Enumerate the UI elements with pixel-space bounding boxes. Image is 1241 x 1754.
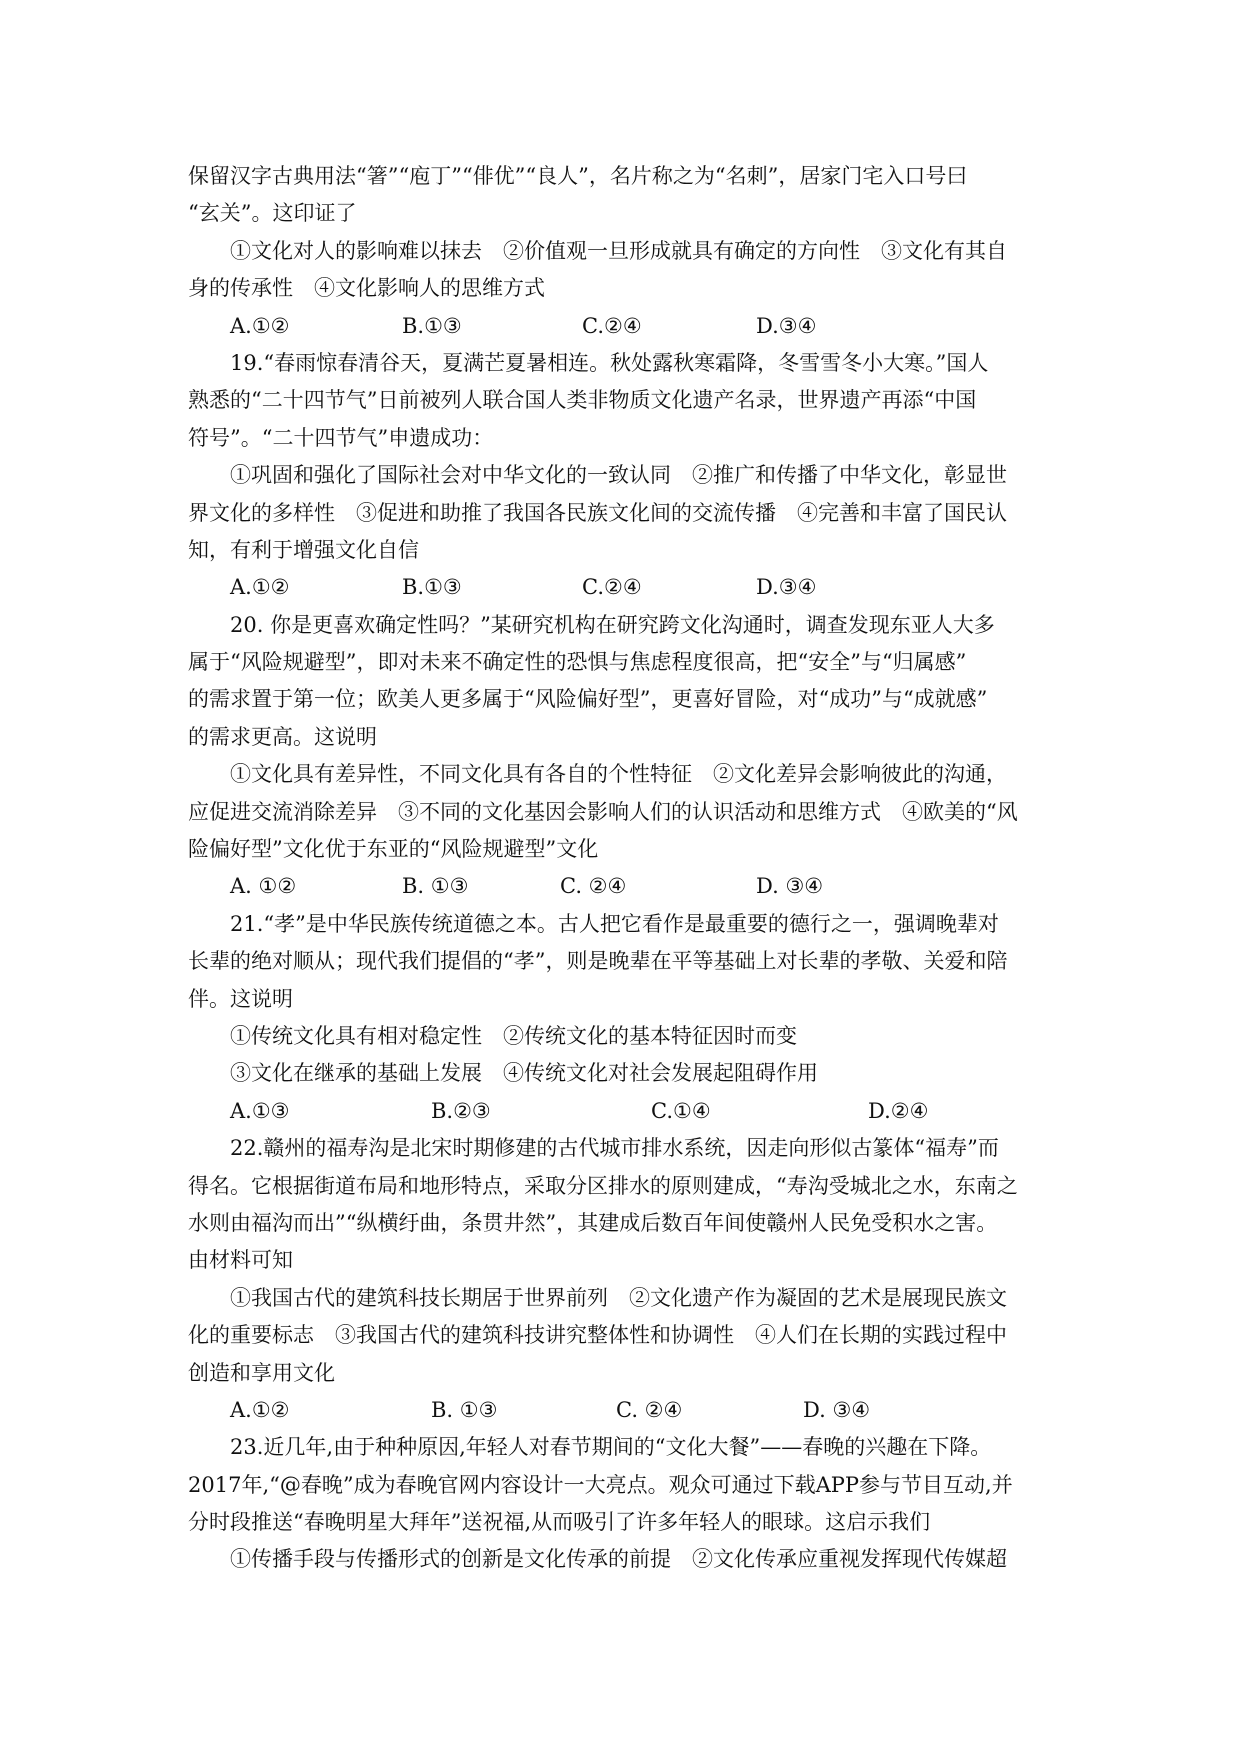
option-d: D.③④ xyxy=(756,575,817,600)
stem-line: 水则由福沟而出”“纵横纡曲，条贯井然”，其建成后数百年间使赣州人民免受积水之害。 xyxy=(188,1210,998,1235)
answer-options xyxy=(188,1392,1056,1429)
stem-line: 由材料可知 xyxy=(188,1248,293,1273)
statement-line: 身的传承性 ④文化影响人的思维方式 xyxy=(188,276,545,301)
option-b: B. ①③ xyxy=(402,874,469,899)
statement-line: 应促进交流消除差异 ③不同的文化基因会影响人们的认识活动和思维方式 ④欧美的“风 xyxy=(188,799,1018,824)
stem-line: 长辈的绝对顺从；现代我们提倡的“孝”，则是晚辈在平等基础上对长辈的孝敬、关爱和陪 xyxy=(188,949,1008,974)
option-a: A.①② xyxy=(230,313,290,338)
question-continued xyxy=(188,158,1056,345)
statement-line: ①我国古代的建筑科技长期居于世界前列 ②文化遗产作为凝固的艺术是展现民族文 xyxy=(230,1285,1007,1310)
stem-line: 分时段推送“春晚明星大拜年”送祝福,从而吸引了许多年轻人的眼球。这启示我们 xyxy=(188,1510,931,1535)
question-19 xyxy=(188,345,1056,607)
option-b: B. ①③ xyxy=(431,1397,498,1422)
stem-line: 22.赣州的福寿沟是北宋时期修建的古代城市排水系统，因走向形似古篆体“福寿”而 xyxy=(230,1136,999,1161)
option-d: D.③④ xyxy=(756,313,817,338)
statement-line: 创造和享用文化 xyxy=(188,1360,335,1385)
stem-line: 的需求置于第一位；欧美人更多属于“风险偏好型”，更喜好冒险，对“成功”与“成就感” xyxy=(188,687,988,712)
option-a: A.①③ xyxy=(230,1098,290,1123)
statement-line: 知，有利于增强文化自信 xyxy=(188,537,419,562)
stem-line: 的需求更高。这说明 xyxy=(188,724,377,749)
option-d: D. ③④ xyxy=(803,1397,871,1422)
statement-line: ①巩固和强化了国际社会对中华文化的一致认同 ②推广和传播了中华文化，彰显世 xyxy=(230,463,1007,488)
stem-line: 20. 你是更喜欢确定性吗？”某研究机构在研究跨文化沟通时，调查发现东亚人大多 xyxy=(230,612,995,637)
option-b: B.②③ xyxy=(431,1098,491,1123)
option-c: C. ②④ xyxy=(560,874,627,899)
stem-line: 得名。它根据街道布局和地形特点，采取分区排水的原则建成，“寿沟受城北之水，东南之 xyxy=(188,1173,1018,1198)
stem-line: 符号”。“二十四节气”申遗成功： xyxy=(188,425,494,450)
answer-options xyxy=(188,868,1056,905)
option-a: A. ①② xyxy=(230,874,297,899)
option-a: A.①② xyxy=(230,1397,290,1422)
option-b: B.①③ xyxy=(402,313,462,338)
stem-line: 熟悉的“二十四节气”日前被列人联合国人类非物质文化遗产名录，世界遗产再添“中国 xyxy=(188,388,977,413)
statement-line: ①文化对人的影响难以抹去 ②价值观一旦形成就具有确定的方向性 ③文化有其自 xyxy=(230,238,1007,263)
option-a: A.①② xyxy=(230,575,290,600)
option-c: C.②④ xyxy=(582,313,642,338)
stem-line: 保留汉字古典用法“箸”“庖丁”“俳优”“良人”，名片称之为“名刺”，居家门宅入口号曰 xyxy=(188,164,968,188)
option-c: C. ②④ xyxy=(616,1397,683,1422)
stem-line: 伴。这说明 xyxy=(188,986,293,1011)
question-22 xyxy=(188,1130,1056,1429)
question-23 xyxy=(188,1429,1056,1579)
option-c: C.①④ xyxy=(651,1098,711,1123)
statement-line: ①文化具有差异性，不同文化具有各自的个性特征 ②文化差异会影响彼此的沟通， xyxy=(230,762,1007,787)
option-c: C.②④ xyxy=(582,575,642,600)
answer-options xyxy=(188,1093,1056,1130)
stem-line: 属于“风险规避型”，即对未来不确定性的恐惧与焦虑程度很高，把“安全”与“归属感” xyxy=(188,650,967,675)
option-d: D.②④ xyxy=(868,1098,929,1123)
statement-line: ③文化在继承的基础上发展 ④传统文化对社会发展起阻碍作用 xyxy=(230,1061,818,1086)
option-d: D. ③④ xyxy=(756,874,824,899)
stem-line: 23.近几年,由于种种原因,年轻人对春节期间的“文化大餐”——春晚的兴趣在下降。 xyxy=(230,1435,992,1460)
statement-line: 化的重要标志 ③我国古代的建筑科技讲究整体性和协调性 ④人们在长期的实践过程中 xyxy=(188,1323,1007,1348)
page-content xyxy=(188,158,1056,1579)
stem-line: 19.“春雨惊春清谷天，夏满芒夏暑相连。秋处露秋寒霜降，冬雪雪冬小大寒。”国人 xyxy=(230,350,989,375)
statement-line: ①传播手段与传播形式的创新是文化传承的前提 ②文化传承应重视发挥现代传媒超 xyxy=(230,1547,1007,1572)
statement-line: 界文化的多样性 ③促进和助推了我国各民族文化间的交流传播 ④完善和丰富了国民认 xyxy=(188,500,1007,525)
answer-options xyxy=(188,569,1056,606)
stem-line: 21.“孝”是中华民族传统道德之本。古人把它看作是最重要的德行之一，强调晚辈对 xyxy=(230,911,999,936)
answer-options xyxy=(188,308,1056,345)
statement-line: ①传统文化具有相对稳定性 ②传统文化的基本特征因时而变 xyxy=(230,1023,797,1048)
statement-line: 险偏好型”文化优于东亚的“风险规避型”文化 xyxy=(188,837,599,862)
option-b: B.①③ xyxy=(402,575,462,600)
stem-line: 2017年,“@春晚”成为春晚官网内容设计一大亮点。观众可通过下载APP参与节目互动,并 xyxy=(188,1472,1013,1497)
stem-line: “玄关”。这印证了 xyxy=(188,201,357,226)
question-20 xyxy=(188,607,1056,906)
question-21 xyxy=(188,906,1056,1130)
